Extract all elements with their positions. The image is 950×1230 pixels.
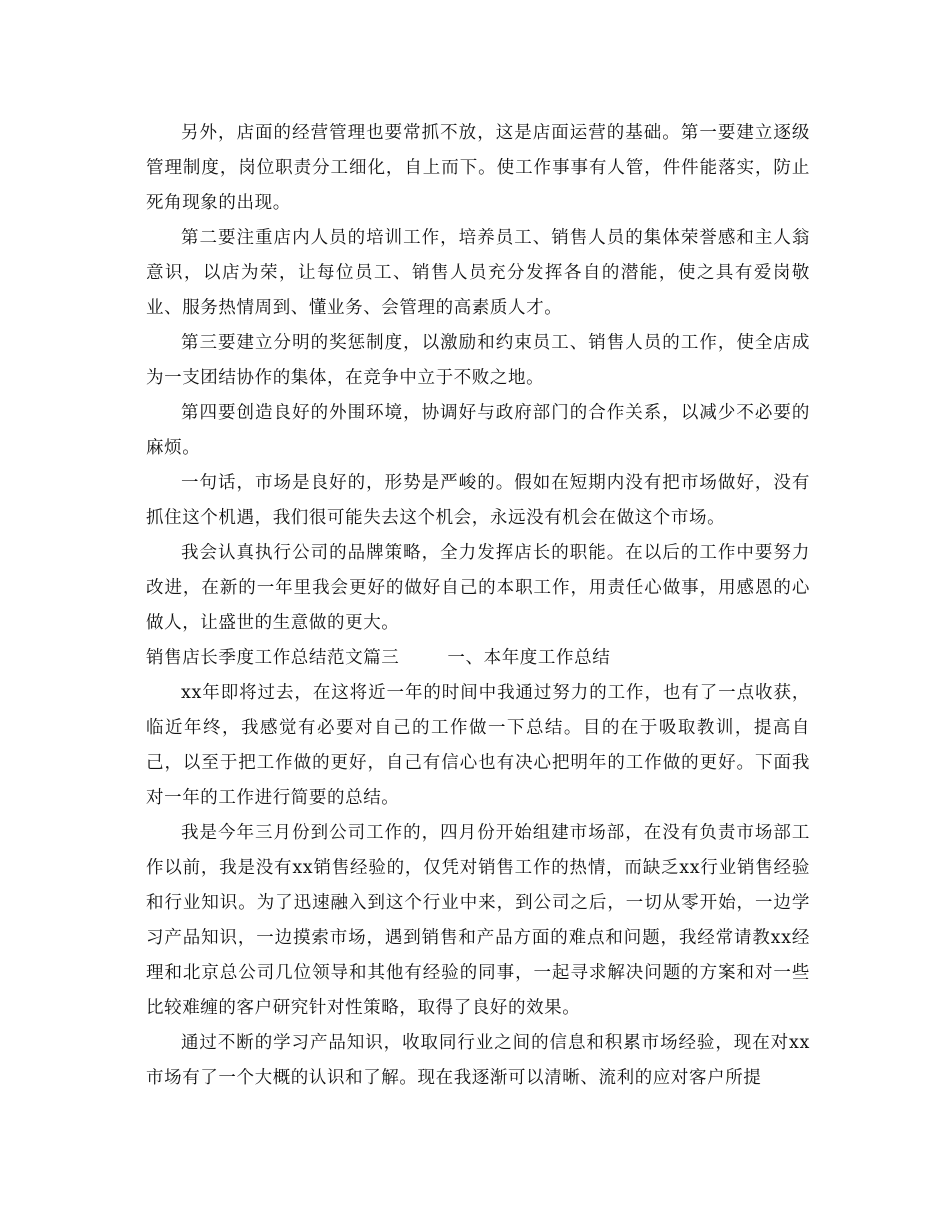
- paragraph: 第四要创造良好的外围环境，协调好与政府部门的合作关系，以减少不必要的麻烦。: [146, 403, 810, 458]
- paragraph: 第二要注重店内人员的培训工作，培养员工、销售人员的集体荣誉感和主人翁意识，以店为荣，让每位员工、销售人员充分发挥各自的潜能，使之具有爱岗敬业、服务热情周到、懂业务、会管理的高素质人才。: [146, 228, 810, 318]
- paragraph: 第三要建立分明的奖惩制度，以激励和约束员工、销售人员的工作，使全店成为一支团结协作的集体，在竞争中立于不败之地。: [146, 333, 810, 388]
- section-subtitle: 一、本年度工作总结: [447, 648, 611, 668]
- paragraph: 一句话，市场是良好的，形势是严峻的。假如在短期内没有把市场做好，没有抓住这个机遇，我们很可能失去这个机会，永远没有机会在做这个市场。: [146, 473, 810, 528]
- paragraph: 通过不断的学习产品知识，收取同行业之间的信息和积累市场经验，现在对xx市场有了一个大概的认识和了解。现在我逐渐可以清晰、流利的应对客户所提: [146, 1033, 810, 1088]
- paragraph: 我是今年三月份到公司工作的，四月份开始组建市场部，在没有负责市场部工作以前，我是没有xx销售经验的，仅凭对销售工作的热情，而缺乏xx行业销售经验和行业知识。为了迅速融入到这个行业中来，到公司之后，一切从零开始，一边学习产品知识，一边摸索市场，遇到销售和产品方面的难点和问题，我经常请教xx经理和北京总公司几位领导和其他有经验的同事，一起寻求解决问题的方案和对一些比较难缠的客户研究针对性策略，取得了良好的效果。: [146, 823, 810, 1018]
- paragraph: xx年即将过去，在这将近一年的时间中我通过努力的工作，也有了一点收获，临近年终，我感觉有必要对自己的工作做一下总结。目的在于吸取教训，提高自己，以至于把工作做的更好，自己有信心也有决心把明年的工作做的更好。下面我对一年的工作进行简要的总结。: [146, 683, 810, 808]
- document-page: [146, 116, 810, 1096]
- section-heading: [146, 641, 810, 676]
- paragraph: 我会认真执行公司的品牌策略，全力发挥店长的职能。在以后的工作中要努力改进，在新的一年里我会更好的做好自己的本职工作，用责任心做事，用感恩的心做人，让盛世的生意做的更大。: [146, 543, 810, 633]
- section-title: 销售店长季度工作总结范文篇三: [146, 648, 400, 668]
- paragraph: 另外，店面的经营管理也要常抓不放，这是店面运营的基础。第一要建立逐级管理制度，岗位职责分工细化，自上而下。使工作事事有人管，件件能落实，防止死角现象的出现。: [146, 123, 810, 213]
